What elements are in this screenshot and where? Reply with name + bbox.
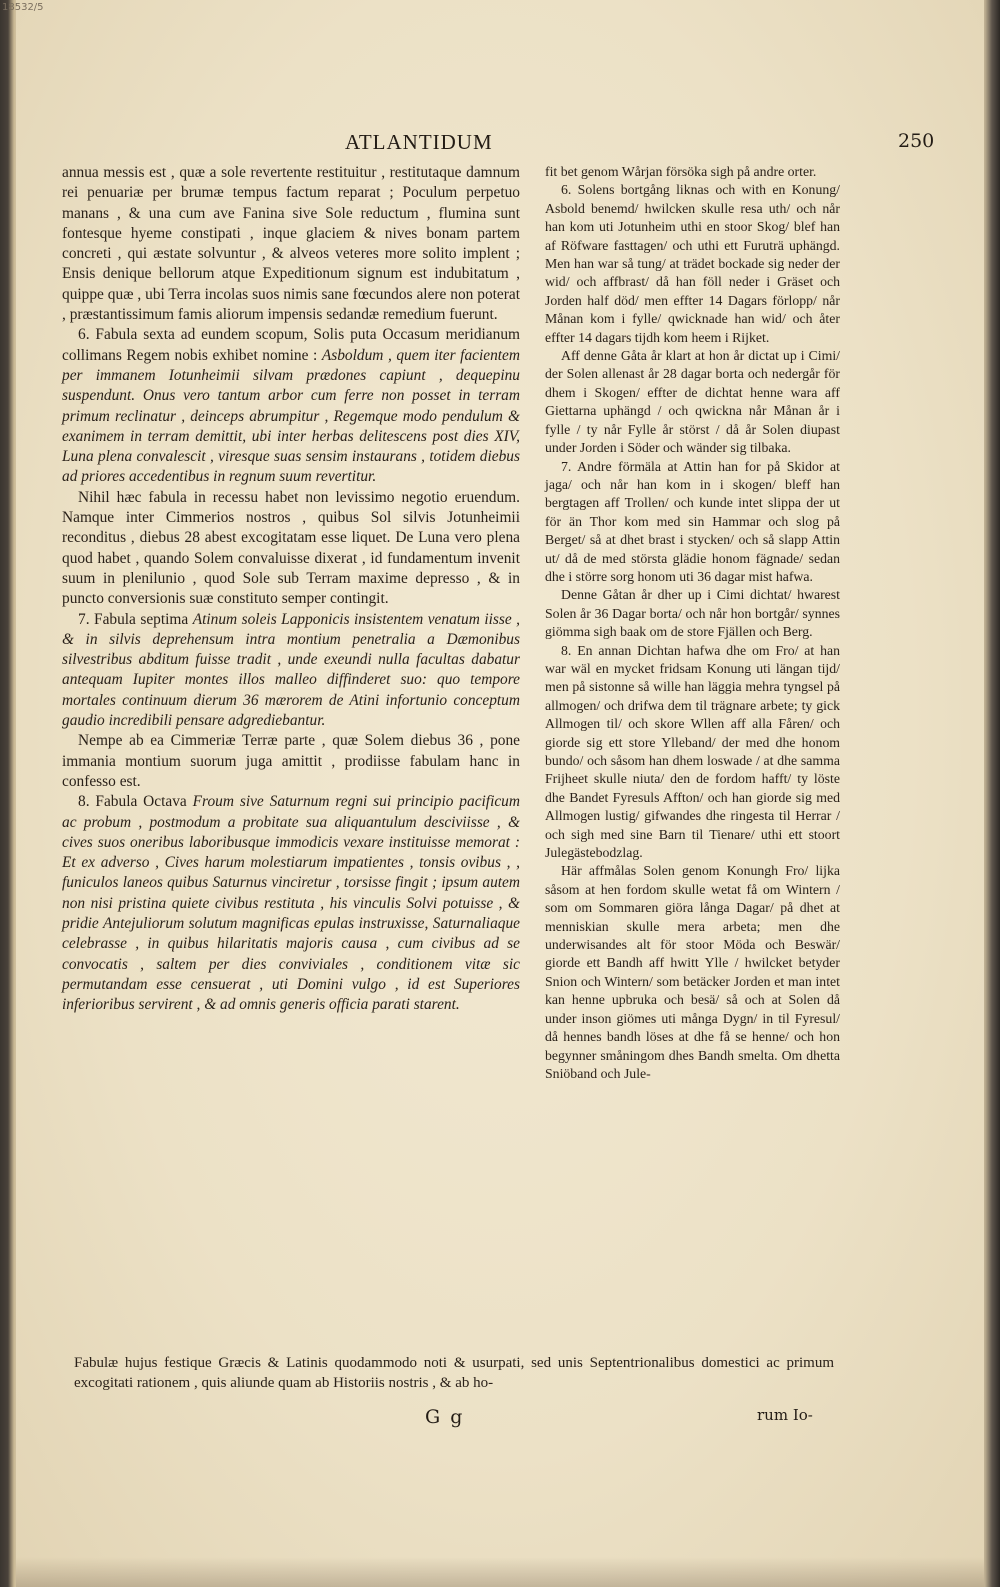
swedish-paragraph: 8. En annan Dichtan hafwa dhe om Fro/ at han war wäl en mycket fridsam Konung uti längan tijd/ men på sistonne så wille han läggia mehra tyngsel på allmogen/ och drifwa dem til trägnare arbete; ty gick Allmogen til/ och skore Wllen aff alla Fåren/ och giorde sig ett store Ylleband/ der med dhe honom bundo/ och såsom han dhem loswade / at dhe samma Frijheet skulle niuta/ den de fordom hafft/ ty löste dhe Bandet Fyresuls Affton/ och han giorde sig med Allmogen lustig/ gifwandes dhe ringesta til Herrar / och sigh med sine Barn til Tienare/ uthi ett stoort Julegästebodzlag. (545, 642, 840, 861)
latin-paragraph: annua messis est , quæ a sole revertente restituitur , restitutaque damnum rei penuariæ per brumæ tempus factum reparat ; Poculum perpetuo manans , & una cum ave Fanina sive Sole reductum , flumina sunt fontesque hyeme constipati , inque glaciem & nives bonam partem concreti , qui æstate solvuntur , & alveos veteres more solito implent ; Ensis denique bellorum atque Expeditionum signum est indubitatum , quippe quæ , ubi Terra incolas suos nimis sane fœcundos alere non poterat , præstantissimum famis aliorum impensis sedandæ remedium fuerunt. (62, 164, 520, 324)
catchword: rum Io- (757, 1406, 813, 1424)
swedish-paragraph: 6. Solens bortgång liknas och with en Konung/ Asbold benemd/ hwilcken skulle resa uth/ och når han kom uti Jotunheim uthi en stoor Skog/ blef han af Röfware fasttagen/ och uthi ett Furuträ uphängd. Men han war så tung/ at trädet bockade sig neder der wid/ och affbrast/ då han föll neder i Gräset och Jorden half död/ men effter 14 Dagars förlopp/ når Månan kom i fylle/ qwicknade han wid/ och åter effter 14 dagars tijdh kom heem i Rijket. (545, 182, 840, 345)
fable-text: Froum sive Saturnum regni sui principio pacificum ac probum , postmodum a probitate sua aliquantulum desciviisse , & cives suos oneribus laboribusque immodicis vexare instituisse memorat : Et ex adverso , Cives harum molestiarum impatientes , tonsis ovibus , , funiculos laneos quibus Saturnus vinciretur , torsisse fingit ; ipsum autem non nisi pristina quiete civibus restituta , his vinculis Solvi potuisse , & pridie Antejuliorum solutum magnificas epulas instruxisse, Saturnaliaque celebrasse , in quibus hilaritatis majoris causa , cum civibus ad se convocatis , saltem per dies conviviales , conditionem vitæ sic permutandam esse censuerat , uti Domini vulgo , id est Superiores inferioribus servirent , & ad omnis generis officia parati starent. (62, 793, 520, 1014)
running-head: ATLANTIDUM (345, 130, 493, 154)
latin-paragraph (62, 610, 520, 732)
fable-heading: 7. Fabula septima (78, 610, 193, 628)
latin-paragraph (62, 792, 520, 1015)
latin-paragraph: Nihil hæc fabula in recessu habet non levissimo negotio eruendum. Namque inter Cimmerios nostros , quibus Sol silvis Jotunheimii reconditus , diebus 28 abest excogitatam esse liquet. De Luna vero plena quod habet , quando Solem convaluisse dixerat , id fundamentum invenit suum in plenilunio , quod Sole sub Terram maxime depresso , & in puncto conversionis suæ constituto semper contingit. (62, 488, 520, 608)
latin-column (62, 163, 520, 1015)
page-number: 250 (898, 130, 935, 152)
swedish-column (545, 163, 840, 1083)
fable-heading: 6. Fabula sexta ad eundem scopum, Solis puta Occasum meridianum collimans Regem nobis exhibet nomine : (62, 326, 520, 364)
ms-number: 18532/5 (2, 2, 44, 13)
fable-text: Atinum soleis Lapponicis insistentem venatum iisse , & in silvis deprehensum intra montium penetralia a Dæmonibus silvestribus abditum fuisse tradit , unde exeundi nulla facultas dabatur antequam Iupiter montes illos malleo diffinderet suo: quo tempore mortales continuum dierum 36 mærorem de Atini infortunio conceptum gaudio incredibili pensare adgrediebantur. (62, 610, 520, 730)
latin-paragraph: Nempe ab ea Cimmeriæ Terræ parte , quæ Solem diebus 36 , pone immania montium suorum juga amittit , prodiisse fabulam hanc in confesso est. (62, 732, 520, 790)
page-shadow (16, 1557, 984, 1587)
signature-mark: G g (425, 1406, 465, 1428)
swedish-paragraph: Aff denne Gåta år klart at hon år dictat up i Cimi/ der Solen allenast år 28 dagar borta och nedergår för dhem i Skogen/ effter de dichtat henne wara aff Giettarna uphängd / och qwickna når Månan år i fylle / ty når Fylle år störst / då år Solen diupast under Jorden i Söder och wänder sig tilbaka. (545, 348, 840, 456)
fable-text: Asboldum , quem iter facientem per immanem Iotunheimii silvam prædones capiunt , dequepinu suspendunt. Onus vero tantum arbor cum ferre non posset in terram primum reclinatur , deinceps abrumpitur , Regemque modo pendulum & exanimem in terram demittit, ubi inter herbas delitescens post dies XIV, Luna plena convalescit , viresque suas sensim instaurans , totidem diebus ad priores accedentibus in regnum suum revertitur. (62, 346, 520, 486)
swedish-paragraph: fit bet genom Wårjan försöka sigh på andre orter. (545, 164, 817, 179)
swedish-paragraph: 7. Andre förmäla at Attin han for på Skidor at jaga/ och når han kom in i skogen/ bleff han bergtagen aff Trollen/ och kunde intet slippa der ut för än Thor kom med sin Hammar och slog på Berget/ så at dhet brast i stycken/ och så slapp Attin ut/ då de med största glädie honom fägnade/ sedan dhe i större sorg honom uti 36 dagar mist hafwa. (545, 458, 840, 584)
bottom-note: Fabulæ hujus festique Græcis & Latinis quodammodo noti & usurpati, sed unis Septentrionalibus domestici ac primum excogitati rationem , quis aliunde quam ab Historiis nostris , & ab ho- (74, 1355, 834, 1391)
swedish-paragraph: Här affmålas Solen genom Konungh Fro/ lijka såsom at hen fordom skulle wetat få om Wintern / som om Sommaren giöra långa Dagar/ på dhet at menniskian skulle mera arbeta; men dhe underwisandes alt för stoor Möda och Beswär/ giorde ett Bandh aff hwitt Ylle / hwilcket betyder Snion och Wintern/ som betäcker Jorden et man intet kan henne upbruka och besä/ så och at Solen då under inson giömes uti många Dygn/ in til Fyresul/ då hennes bandh löses at dhe få se henne/ och hon begynner småningom dhes Bandh smelta. Om dhetta Sniöband och Jule- (545, 863, 840, 1081)
fable-heading: 8. Fabula Octava (78, 793, 193, 811)
swedish-paragraph: Denne Gåtan år dher up i Cimi dichtat/ hwarest Solen år 36 Dagar borta/ och når hon bortgår/ synnes giömma sigh baak om de store Fjällen och Berg. (545, 587, 840, 640)
latin-paragraph (62, 325, 520, 487)
